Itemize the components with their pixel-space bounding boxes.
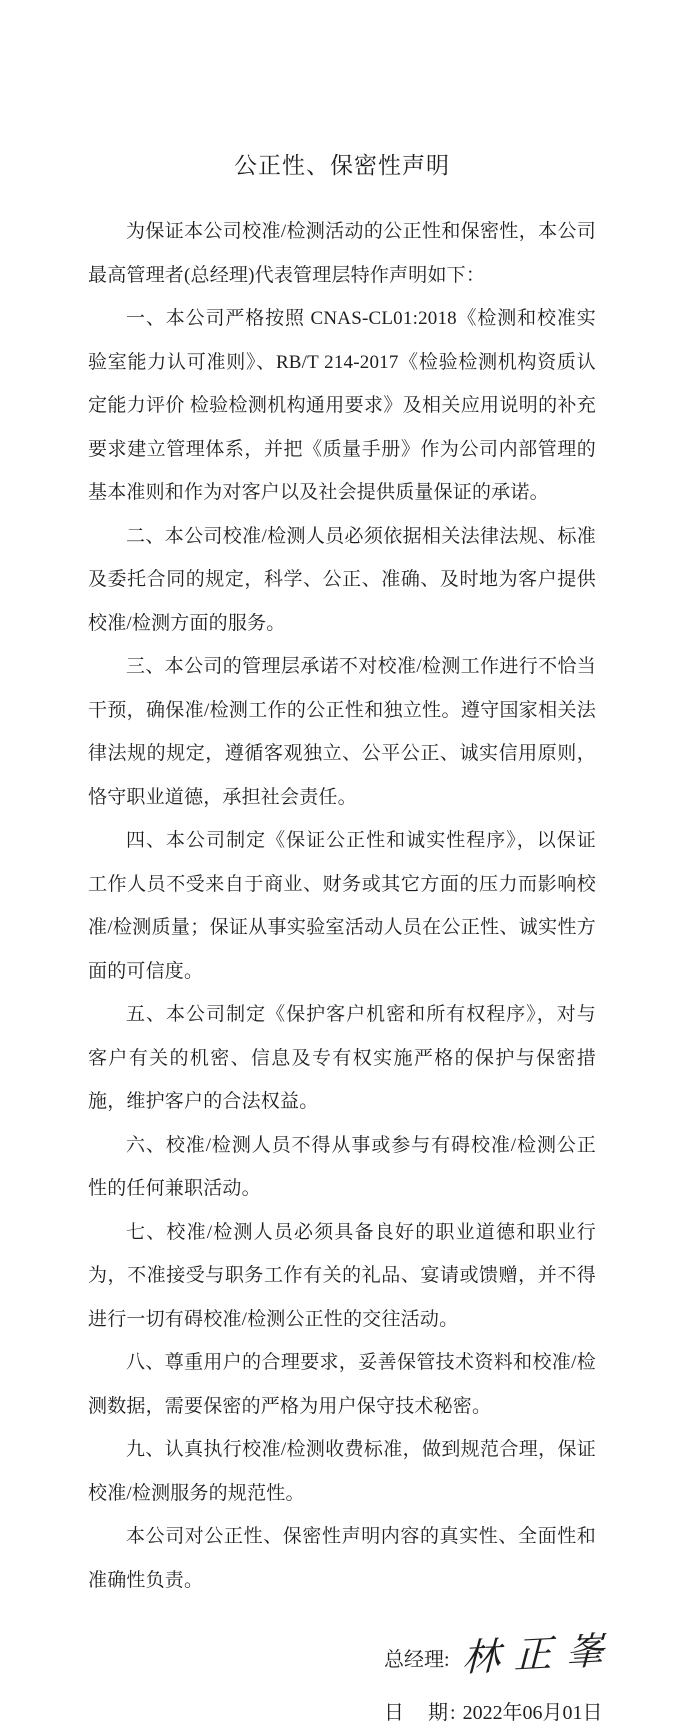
paragraph: 七、校准/检测人员必须具备良好的职业道德和职业行为，不准接受与职务工作有关的礼品、宴请或馈赠，并不得进行一切有碍校准/检测公正性的交往活动。 xyxy=(88,1221,596,1330)
paragraph: 本公司对公正性、保密性声明内容的真实性、全面性和准确性负责。 xyxy=(88,1526,596,1591)
paragraph: 八、尊重用户的合理要求，妥善保管技术资料和校准/检测数据，需要保密的严格为用户保守技术秘密。 xyxy=(88,1352,596,1417)
paragraph: 六、校准/检测人员不得从事或参与有碍校准/检测公正性的任何兼职活动。 xyxy=(88,1134,596,1199)
paragraph: 五、本公司制定《保护客户机密和所有权程序》，对与客户有关的机密、信息及专有权实施严格的保护与保密措施，维护客户的合法权益。 xyxy=(88,1004,596,1112)
date-label: 日 期: xyxy=(384,1702,458,1724)
paragraph: 为保证本公司校准/检测活动的公正性和保密性，本公司最高管理者(总经理)代表管理层特作声明如下： xyxy=(88,221,596,286)
signature-handwriting: 林正峯 xyxy=(461,1629,618,1680)
signature-row xyxy=(384,1626,618,1688)
paragraph: 四、本公司制定《保证公正性和诚实性程序》，以保证工作人员不受来自于商业、财务或其它方面的压力而影响校准/检测质量；保证从事实验室活动人员在公正性、诚实性方面的可信度。 xyxy=(88,830,596,982)
statement-body xyxy=(88,210,596,1602)
page-title: 公正性、保密性声明 xyxy=(234,153,450,178)
date-value: 2022年06月01日 xyxy=(462,1702,603,1724)
signature-date-row xyxy=(384,1696,603,1725)
signature-role-label: 总经理: xyxy=(384,1648,450,1671)
paragraph: 一、本公司严格按照 CNAS-CL01:2018《检测和校准实验室能力认可准则》、RB/T 214-2017《检验检测机构资质认定能力评价 检验检测机构通用要求》及相关应用说明的补充要求建立管理体系，并把《质量手册》作为公司内部管理的基本准则和作为对客户以及社会提供质量保证的承诺。 xyxy=(88,308,596,503)
paragraph: 三、本公司的管理层承诺不对校准/检测工作进行不恰当干预，确保准/检测工作的公正性和独立性。遵守国家相关法律法规的规定，遵循客观独立、公平公正、诚实信用原则，恪守职业道德，承担社会责任。 xyxy=(88,656,596,808)
paragraph: 九、认真执行校准/检测收费标准，做到规范合理，保证校准/检测服务的规范性。 xyxy=(88,1439,596,1504)
signature-block xyxy=(88,1626,618,1725)
paragraph: 二、本公司校准/检测人员必须依据相关法律法规、标准及委托合同的规定，科学、公正、准确、及时地为客户提供校准/检测方面的服务。 xyxy=(88,525,596,634)
